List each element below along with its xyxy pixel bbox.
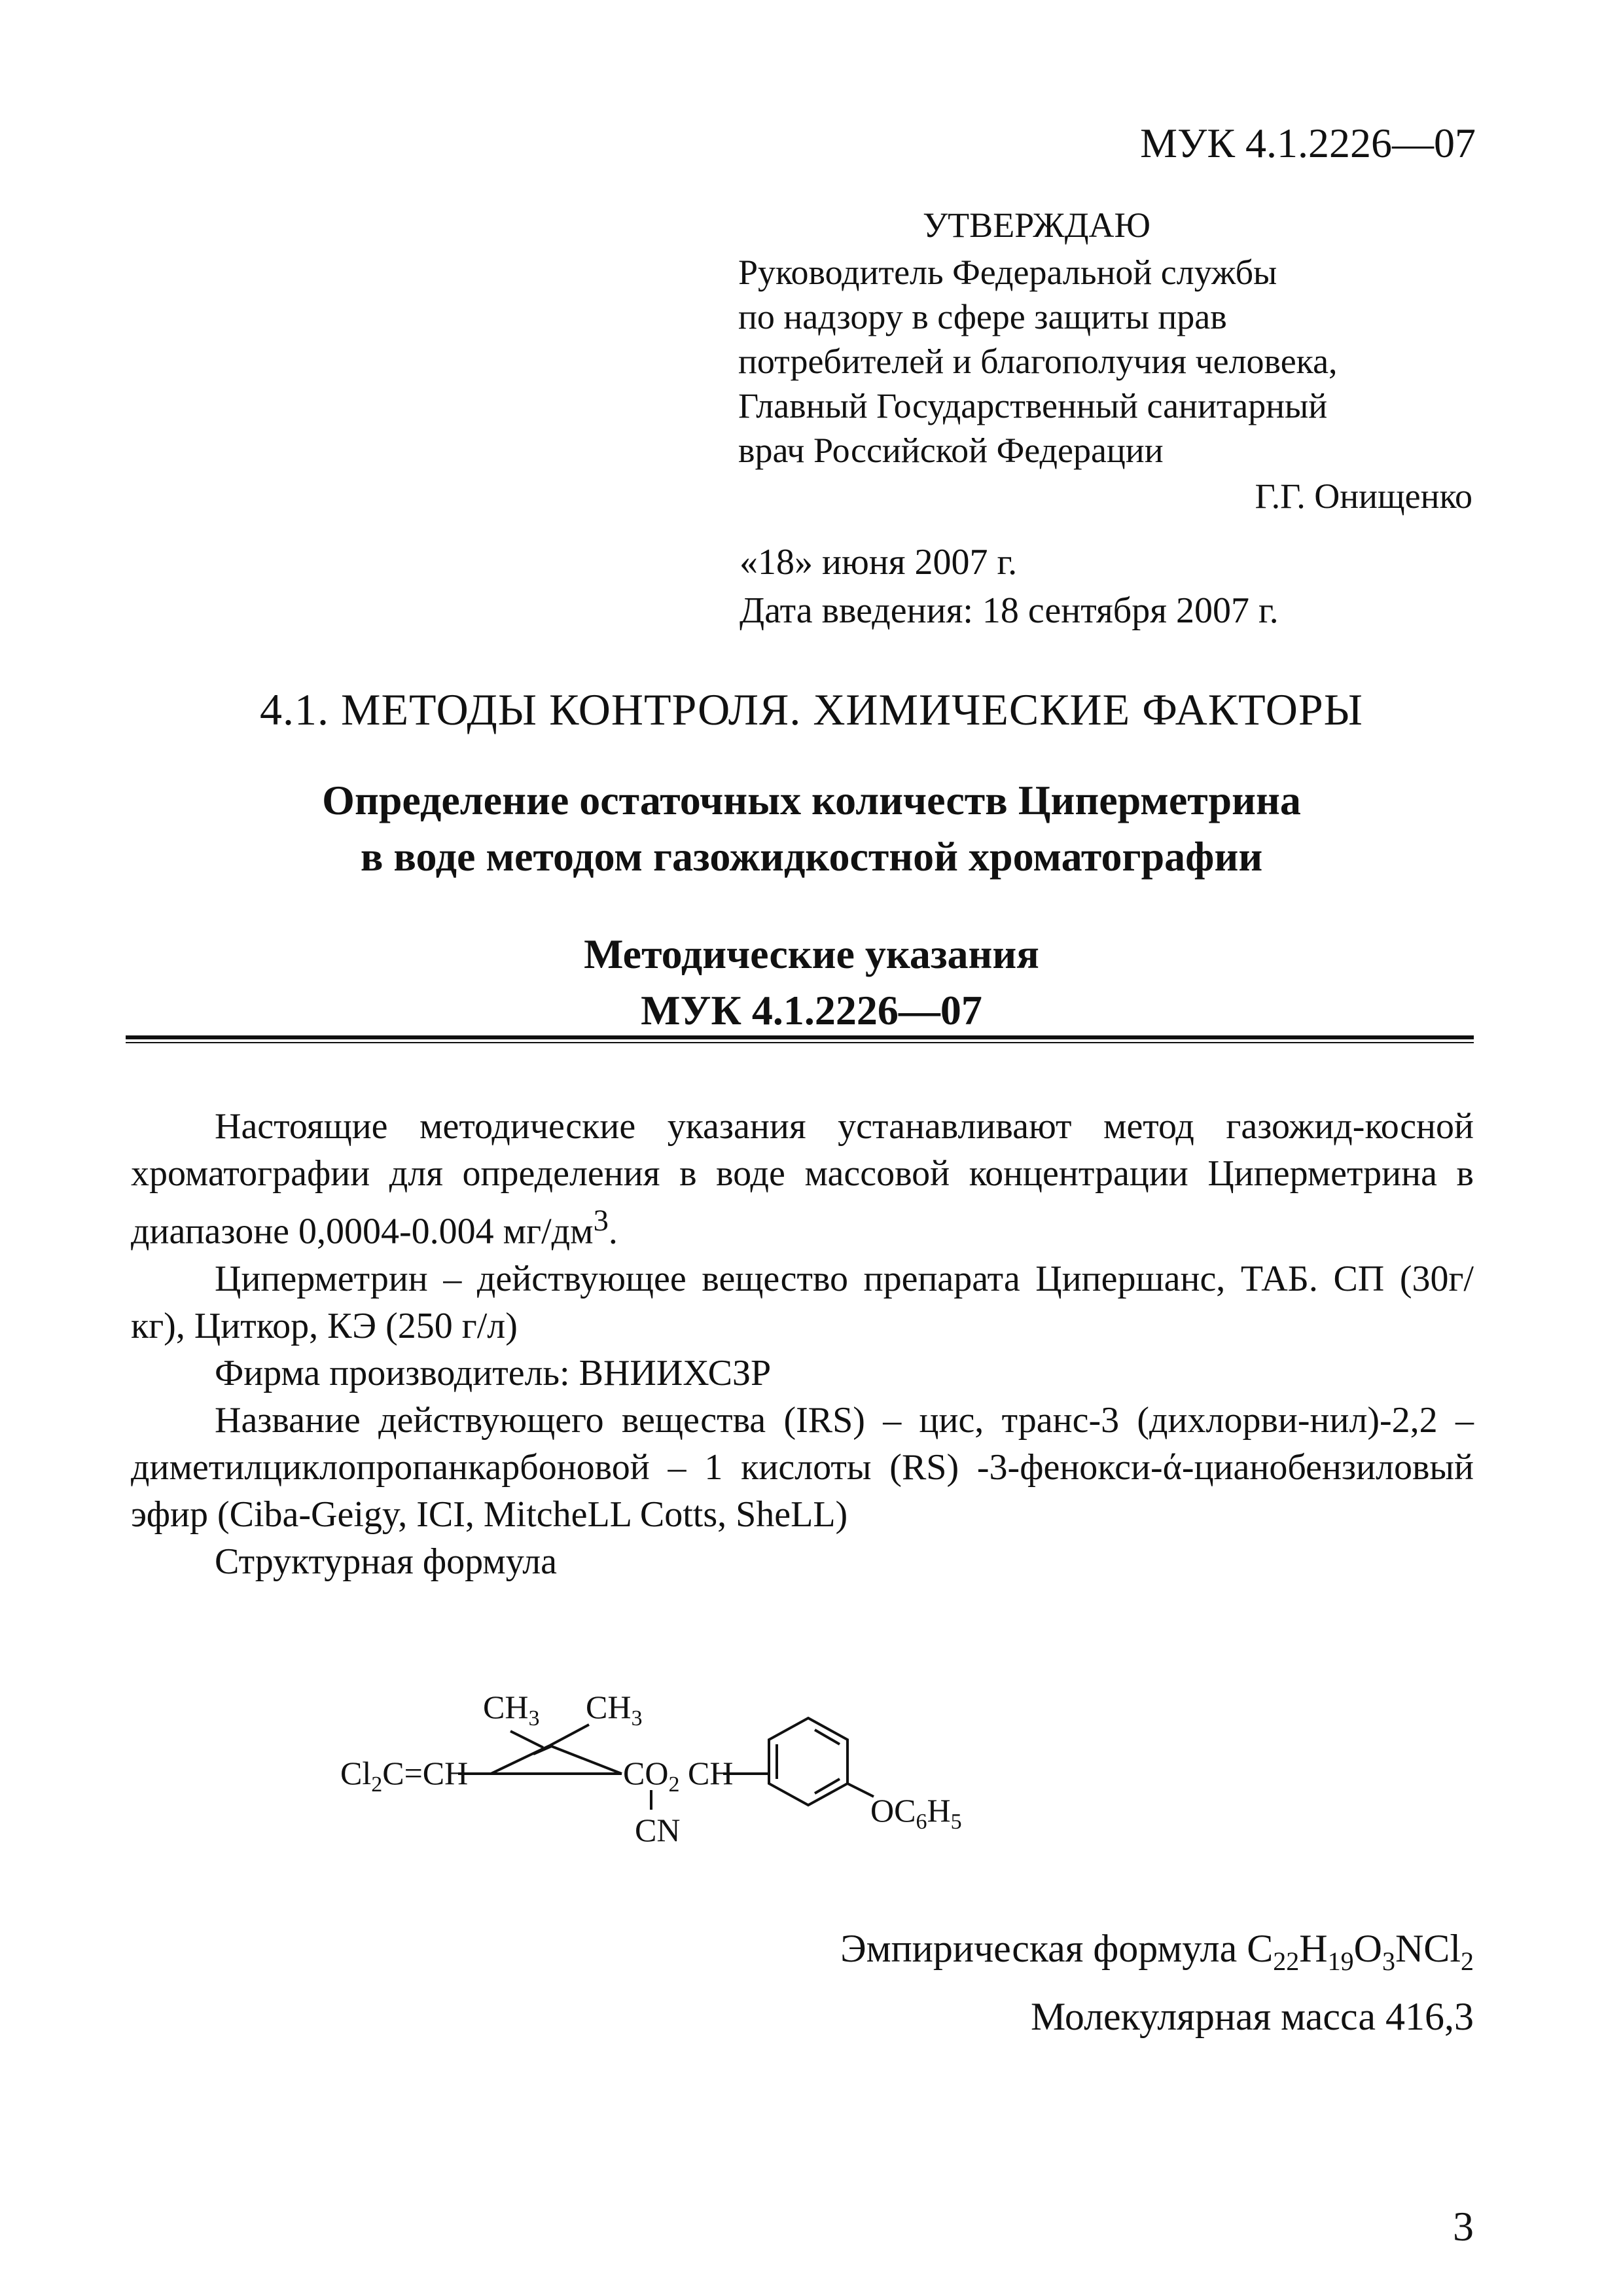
document-title-line: Определение остаточных количеств Циперметрина — [322, 777, 1301, 823]
approval-date: «18» июня 2007 г. — [740, 542, 1018, 583]
bond-line — [510, 1731, 543, 1748]
intro-paragraph — [131, 1103, 1474, 1255]
empirical-label: Эмпирическая формула — [840, 1927, 1238, 1970]
nitrile-group: CN — [635, 1812, 681, 1848]
document-title-line: в воде методом газожидкостной хроматографии — [360, 833, 1263, 880]
structural-formula — [327, 1672, 1243, 1869]
methyl-group-left: $CH_3$ — [483, 1689, 540, 1731]
document-code: МУК 4.1.2226—07 — [1140, 120, 1476, 166]
empirical-block — [840, 1921, 1474, 2044]
bond-line — [550, 1746, 622, 1774]
bond-line — [491, 1746, 550, 1774]
dates-block — [740, 538, 1279, 635]
method-code: МУК 4.1.2226—07 — [641, 987, 982, 1033]
method-label: Методические указания — [584, 931, 1039, 977]
bond-line — [550, 1725, 589, 1746]
approval-heading: УТВЕРЖДАЮ — [922, 206, 1151, 245]
heading-divider-thin — [126, 1042, 1474, 1043]
empirical-formula-line — [840, 1921, 1474, 1989]
empirical-formula: $C_{22}H_{19}O_3NCl_2$ — [1247, 1927, 1474, 1976]
approval-block — [738, 203, 1472, 518]
body-text — [131, 1103, 1474, 1585]
method-heading — [0, 926, 1623, 1039]
heading-divider — [126, 1035, 1474, 1039]
intro-text: Настоящие методические указания устанавливают метод газожид-косной хроматографии для определения в воде массовой концентрации Циперметрина в диапазоне 0,0004-0.004 мг/дм — [131, 1106, 1474, 1252]
approval-line: потребителей и благополучия человека, — [738, 342, 1338, 381]
ester-group: $CO_2$ CH — [623, 1755, 734, 1797]
effective-date: Дата введения: 18 сентября 2007 г. — [740, 590, 1279, 631]
approval-line: Главный Государственный санитарный — [738, 386, 1328, 425]
active-substance-paragraph: Циперметрин – действующее вещество препарата Ципершанс, ТАБ. СП (30г/кг), Циткор, КЭ (250 г/л) — [131, 1258, 1474, 1346]
approval-line: Руководитель Федеральной службы — [738, 253, 1277, 292]
structural-formula-label: Структурная формула — [215, 1541, 558, 1582]
intro-period: . — [608, 1211, 618, 1252]
document-title — [0, 772, 1623, 885]
substance-name-paragraph: Название действующего вещества (IRS) – цис, транс-3 (дихлорви-нил)-2,2 – диметилциклопропанкарбоновой – 1 кислоты (RS) -3-фенокси-ά-цианобензиловый эфир (Ciba-Geigy, ICI, MitcheLL Cotts, SheLL) — [131, 1399, 1474, 1535]
molar-mass: Молекулярная масса 416,3 — [1031, 1995, 1474, 2038]
benzene-ring — [769, 1718, 847, 1805]
manufacturer-paragraph: Фирма производитель: ВНИИХСЗР — [215, 1352, 772, 1393]
phenoxy-group: $OC_6H_5$ — [870, 1792, 962, 1834]
bond-line — [847, 1784, 874, 1797]
approval-line: по надзору в сфере защиты прав — [738, 297, 1227, 336]
approval-line: врач Российской Федерации — [738, 431, 1164, 470]
methyl-group-right: $CH_3$ — [586, 1689, 643, 1731]
approval-signatory: Г.Г. Онищенко — [1255, 476, 1472, 516]
intro-superscript: 3 — [593, 1204, 609, 1238]
dichlorovinyl-group: $Cl_2C=CH$ — [340, 1755, 469, 1797]
page-number: 3 — [1453, 2203, 1474, 2250]
section-title: 4.1. МЕТОДЫ КОНТРОЛЯ. ХИМИЧЕСКИЕ ФАКТОРЫ — [260, 685, 1363, 734]
